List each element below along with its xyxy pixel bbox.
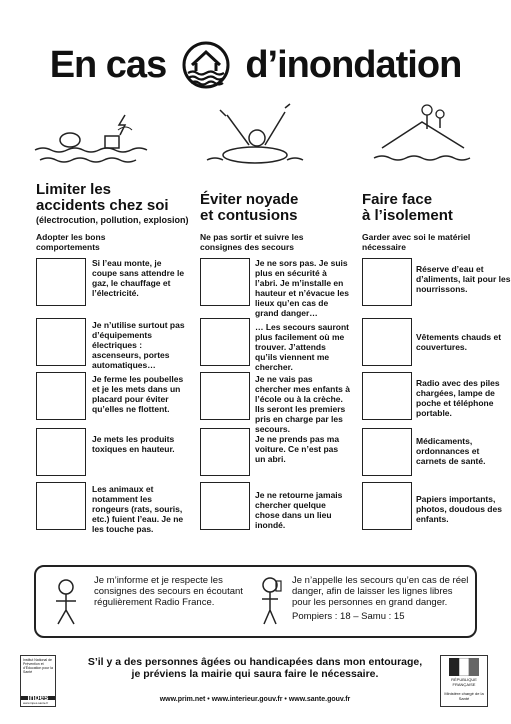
no-car-pictogram — [200, 428, 250, 476]
col1-item-4: Je mets les produits toxiques en hauteur. — [92, 434, 175, 454]
water-food-pictogram — [362, 258, 412, 306]
col2-heading — [200, 192, 298, 224]
col3-heading-line1: Faire face — [362, 191, 433, 208]
ministry-logo — [440, 655, 488, 707]
col2-item-1: Je ne sors pas. Je suis plus en sécurité à l’abri. Je m’installe en hauteur et n’évacue les lieux qu’en cas de grand danger… — [255, 258, 350, 318]
col3-heading-line2: à l’isolement — [362, 207, 453, 224]
col3-item-4: Médicaments, ordonnances et carnets de santé. — [416, 436, 486, 466]
col3-note: Garder avec soi le matériel nécessaire — [362, 232, 471, 252]
inpes-url: www.inpes.sante.fr — [23, 701, 49, 705]
elevator-pictogram — [36, 318, 86, 366]
col1-item-2: Je n’utilise surtout pas d’équipements électriques : ascenseurs, portes automatiques… — [92, 320, 185, 370]
footer-line2: je préviens la mairie qui saura faire le nécessaire. — [131, 668, 379, 680]
info-left-text: Je m’informe et je respecte les consignes des secours en écoutant régulièrement Radio France. — [94, 575, 243, 608]
clothes-blanket-pictogram — [362, 318, 412, 366]
toxic-products-pictogram — [36, 428, 86, 476]
col1-item-3: Je ferme les poubelles et je les mets dans un placard pour éviter qu’elles ne flottent. — [92, 374, 184, 414]
emergency-numbers: Pompiers : 18 – Samu : 15 — [292, 611, 405, 622]
info-right-text: Je n’appelle les secours qu’en cas de réel danger, afin de laisser les lignes libres pour les personnes en grand danger. — [292, 575, 469, 608]
info-box — [34, 565, 477, 638]
footer-message — [60, 656, 450, 680]
electric-hazard-illustration — [30, 110, 160, 170]
republique-label: RÉPUBLIQUE FRANÇAISE — [451, 677, 477, 687]
inpes-logo — [20, 655, 56, 707]
no-return-pictogram — [200, 482, 250, 530]
ministry-name: Ministère chargé de la Santé — [444, 691, 484, 701]
col3-heading — [362, 192, 453, 224]
drowning-person-illustration — [205, 100, 305, 170]
poster-title — [0, 38, 511, 88]
stay-home-pictogram — [200, 258, 250, 306]
footer-urls: www.prim.net • www.interieur.gouv.fr • www.sante.gouv.fr — [159, 696, 351, 703]
radio-flashlight-pictogram — [362, 372, 412, 420]
inpes-logo-text: Institut National de Prévention et d’Éducation pour la Santé — [23, 658, 53, 674]
waiting-rescue-pictogram — [200, 318, 250, 366]
col2-heading-line1: Éviter noyade — [200, 191, 299, 208]
col1-heading — [36, 182, 169, 214]
col3-item-2: Vêtements chauds et couvertures. — [416, 332, 502, 352]
col1-item-5: Les animaux et notamment les rongeurs (rats, souris, etc.) fuient l’eau. Je ne les touche pas. — [92, 484, 184, 534]
col3-item-3: Radio avec des piles chargées, lampe de poche et téléphone portable. — [416, 378, 500, 418]
col1-heading-line2: accidents chez soi — [36, 197, 169, 214]
marianne-logo-icon — [449, 658, 479, 676]
documents-pictogram — [362, 482, 412, 530]
col3-item-1: Réserve d’eau et d’aliments, lait pour les nourrissons. — [416, 264, 511, 294]
col1-item-1: Si l’eau monte, je coupe sans attendre le gaz, le chauffage et l’électricité. — [92, 258, 185, 298]
flood-house-icon — [182, 41, 230, 89]
col2-item-2: … Les secours sauront plus facilement où me trouver. J’attends qu’ils viennent me chercher. — [255, 322, 350, 372]
col2-item-3: Je ne vais pas chercher mes enfants à l’école ou à la crèche. Ils seront les premiers pris en charge par les secours. — [255, 374, 350, 434]
col1-subheading: (électrocution, pollution, explosion) — [36, 215, 189, 225]
title-right: d’inondation — [245, 43, 462, 86]
col1-heading-line1: Limiter les — [36, 181, 112, 198]
col2-item-4: Je ne prends pas ma voiture. Ce n’est pas un abri. — [255, 434, 340, 464]
col2-note: Ne pas sortir et suivre les consignes des secours — [200, 232, 304, 252]
medicine-pictogram — [362, 428, 412, 476]
gas-shutoff-pictogram — [36, 258, 86, 306]
no-school-pickup-pictogram — [200, 372, 250, 420]
radio-listener-icon — [44, 577, 88, 627]
col2-item-5: Je ne retourne jamais chercher quelque chose dans un lieu inondé. — [255, 490, 343, 530]
family-on-roof-illustration — [372, 100, 472, 170]
title-left: En cas — [49, 43, 167, 86]
footer-line1: S’il y a des personnes âgées ou handicapées dans mon entourage, — [87, 656, 423, 668]
rodent-pictogram — [36, 482, 86, 530]
col2-heading-line2: et contusions — [200, 207, 298, 224]
col1-note: Adopter les bons comportements — [36, 232, 106, 252]
inpes-brand: inpes — [21, 696, 55, 700]
col3-item-5: Papiers importants, photos, doudous des enfants. — [416, 494, 502, 524]
trash-bin-pictogram — [36, 372, 86, 420]
phone-caller-icon — [254, 575, 288, 627]
